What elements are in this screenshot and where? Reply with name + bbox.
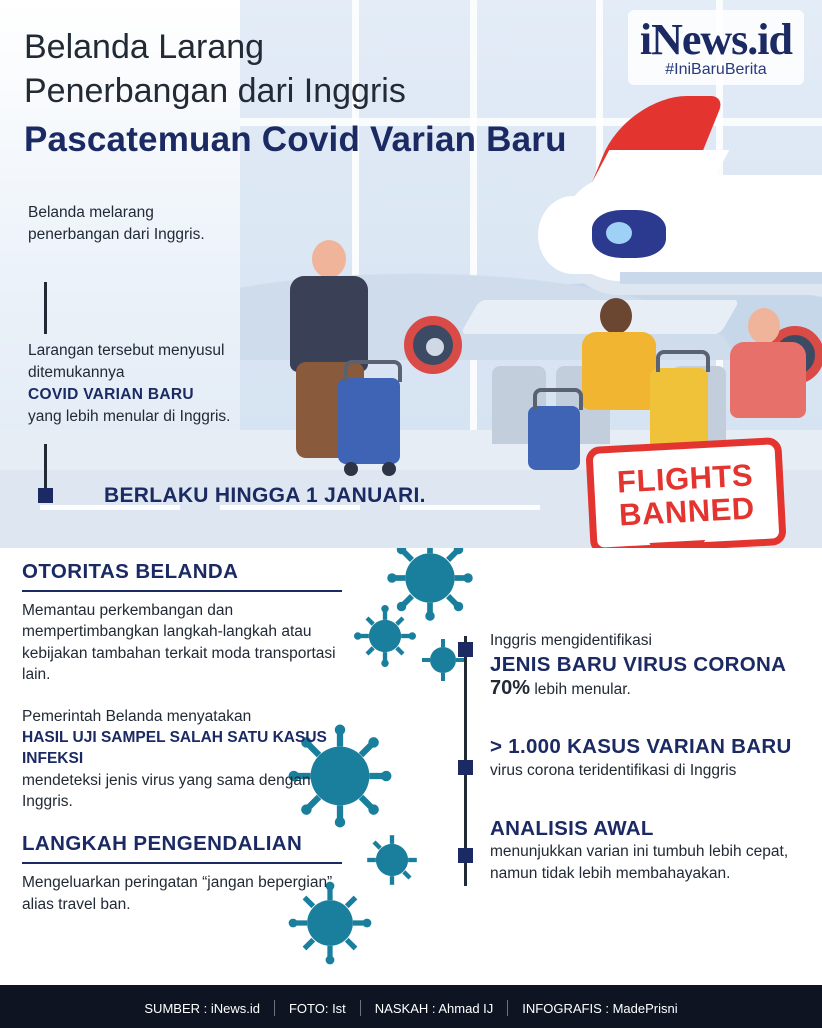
right-item-2-lead: virus corona teridentifikasi di Inggris — [490, 761, 737, 779]
right-item-1 — [490, 630, 805, 700]
right-item-2-heading: > 1.000 KASUS VARIAN BARU — [490, 735, 792, 759]
heading-rule — [22, 590, 342, 592]
timeline-marker — [458, 642, 473, 657]
right-text-column — [490, 630, 805, 909]
top-point-2-lead: Larangan tersebut menyusul ditemukannya — [28, 342, 225, 381]
passenger-head — [748, 308, 780, 344]
traveler-jacket — [290, 276, 368, 372]
footer-infografis: INFOGRAFIS : MadePrisni — [522, 1000, 678, 1016]
right-item-2 — [490, 734, 805, 781]
timeline-marker — [458, 848, 473, 863]
plane-stripe — [620, 272, 822, 284]
right-item-1-lead: Inggris mengidentifikasi — [490, 632, 652, 649]
top-point-1: Belanda melarang penerbangan dari Inggris. — [28, 204, 205, 243]
logo-brand: iNews.id — [639, 15, 792, 64]
page-title — [24, 26, 567, 163]
berlaku-text: BERLAKU HINGGA 1 JANUARI. — [104, 484, 426, 507]
flights-banned-badge — [585, 437, 786, 555]
headline-line-1: Belanda Larang — [24, 28, 265, 66]
stat-tail: lebih menular. — [530, 681, 631, 699]
left-heading-3: LANGKAH PENGENDALIAN — [22, 832, 303, 856]
heading-rule — [22, 862, 342, 864]
right-item-3-heading: ANALISIS AWAL — [490, 816, 654, 840]
suitcase — [338, 378, 400, 464]
left-body-2-highlight: HASIL UJI SAMPEL SALAH SATU KASUS INFEKSI — [22, 728, 327, 768]
suitcase-wheel — [344, 462, 358, 476]
timeline-marker — [458, 760, 473, 775]
top-point-2-highlight: COVID VARIAN BARU — [28, 386, 194, 403]
right-item-3-lead: menunjukkan varian ini tumbuh lebih cepat, namun tidak lebih membahayakan. — [490, 843, 789, 882]
right-item-1-stat — [490, 677, 805, 700]
passenger-head — [600, 298, 632, 334]
left-body-1: Memantau perkembangan dan mempertimbangkan langkah-langkah atau kebijakan tambahan terkait moda transportasi lain. — [22, 602, 336, 684]
suitcase-wheel — [382, 462, 396, 476]
badge-line-2: BANNED — [618, 490, 756, 533]
site-logo[interactable] — [628, 10, 804, 85]
stat-value: 70% — [490, 677, 531, 700]
passenger-shirt — [730, 342, 806, 418]
footer-sumber: SUMBER : iNews.id — [144, 1000, 260, 1016]
suitcase — [528, 406, 580, 470]
connector-line — [44, 282, 47, 334]
lower-section — [0, 548, 822, 988]
traveler-head — [312, 240, 346, 278]
right-item-1-heading: JENIS BARU VIRUS CORONA — [490, 652, 787, 676]
logo-tagline: #IniBaruBerita — [665, 61, 767, 78]
headline-line-3: Pascatemuan Covid Varian Baru — [24, 120, 567, 160]
plane-engine — [404, 316, 462, 374]
footer-foto: FOTO: Ist — [288, 1000, 346, 1016]
top-points-column — [28, 202, 243, 246]
right-item-3 — [490, 816, 805, 885]
headline-line-2: Penerbangan dari Inggris — [24, 71, 406, 110]
left-body-2-tail: mendeteksi jenis virus yang sama dengan Inggris. — [22, 771, 311, 810]
footer-naskah: NASKAH : Ahmad IJ — [374, 1000, 494, 1016]
bullet-square — [38, 488, 53, 503]
left-body-3: Mengeluarkan peringatan “jangan bepergian” alias travel ban. — [22, 874, 333, 913]
suitcase — [650, 368, 708, 450]
top-point-2-tail: yang lebih menular di Inggris. — [28, 408, 231, 425]
passenger-shirt — [582, 332, 656, 410]
left-text-column — [22, 560, 342, 915]
badge-line-1: FLIGHTS — [616, 457, 754, 501]
top-point-2-block — [28, 340, 243, 428]
plane-cockpit-window — [592, 210, 666, 258]
left-heading-1: OTORITAS BELANDA — [22, 560, 239, 583]
footer-credits — [0, 988, 822, 1028]
left-body-2-lead: Pemerintah Belanda menyatakan — [22, 707, 252, 725]
